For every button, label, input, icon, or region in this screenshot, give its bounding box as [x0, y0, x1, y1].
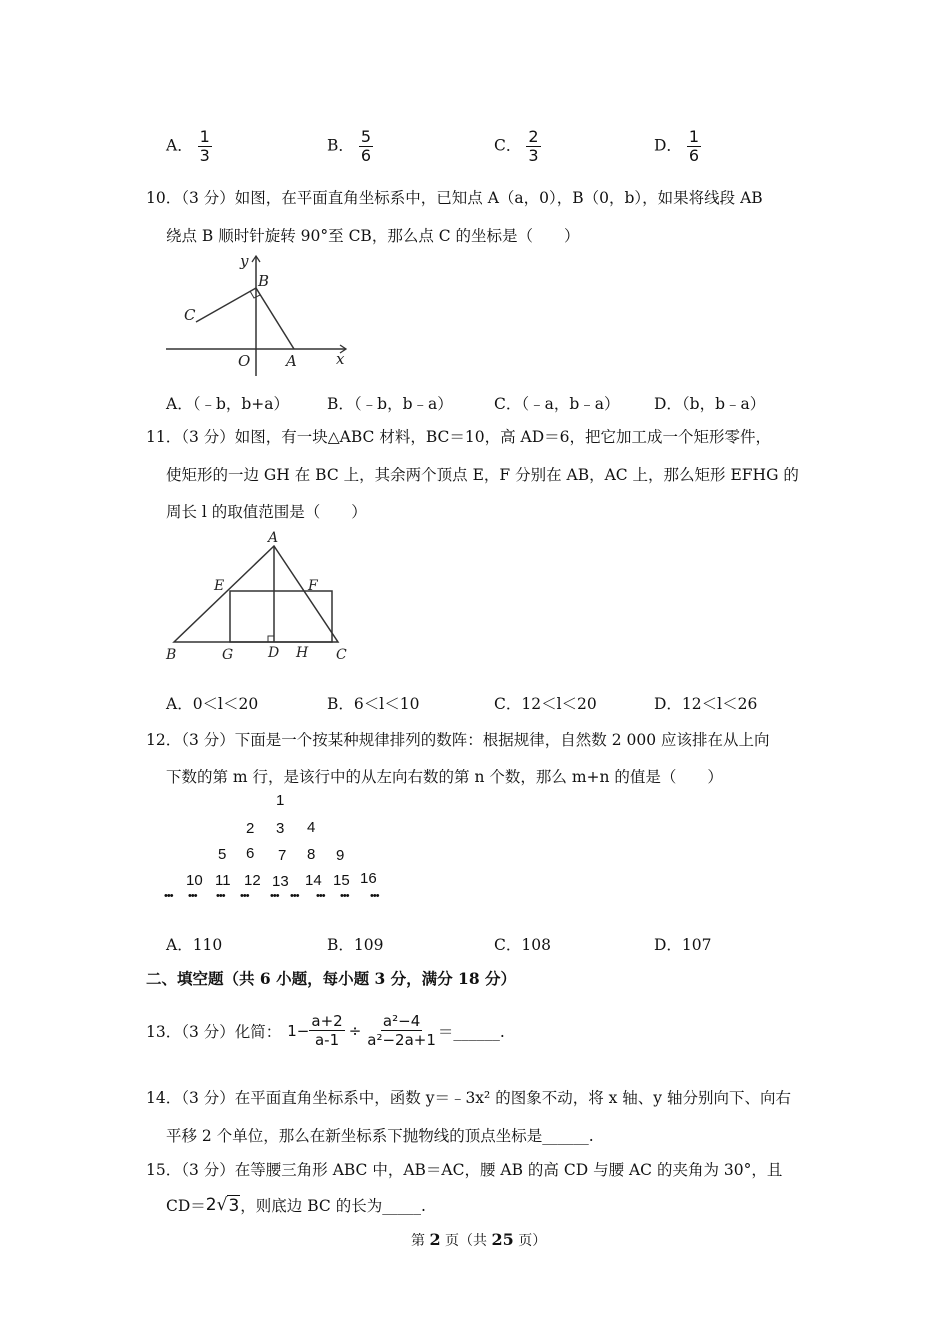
label-g: G — [222, 647, 234, 663]
label-h: H — [296, 645, 309, 661]
array-ellipsis: ••• — [370, 890, 379, 902]
fraction: $\frac{a+2}{a-1}$ — [311, 1012, 343, 1049]
right-angle-mark — [268, 636, 274, 642]
triangle-abc — [174, 546, 338, 642]
q12-option-c: C．108 — [494, 936, 551, 954]
label-o: O — [238, 352, 251, 370]
page-footer: 第 2 页（共 25 页） — [411, 1230, 547, 1249]
array-number: 10 — [186, 872, 203, 889]
array-ellipsis: ••• — [340, 890, 349, 902]
array-ellipsis: ••• — [290, 890, 299, 902]
q13-prefix: 13．（3 分）化简： — [146, 1022, 282, 1041]
fraction: $\frac{\text{a²−4}}{\text{a²−2a+1}}$ — [367, 1012, 436, 1049]
array-ellipsis: ••• — [216, 890, 225, 902]
array-number: 15 — [333, 872, 350, 889]
q15-text-line1: 15．（3 分）在等腰三角形 ABC 中，AB＝AC，腰 AB 的高 CD 与腰 AC 的夹角为 30°，且 — [146, 1161, 783, 1179]
array-number: 3 — [276, 820, 285, 837]
q11-option-c: C．12＜l＜20 — [494, 695, 597, 713]
divide-sign: ÷ — [348, 1021, 362, 1040]
q9-option-c: C． $\frac{2}{3}$ — [494, 127, 539, 165]
q12-text-line2: 下数的第 m 行，是该行中的从左向右数的第 n 个数，那么 m+n 的值是（ ） — [166, 768, 723, 786]
q9-option-a: A． $\frac{1}{3}$ — [166, 127, 210, 165]
label-a: A — [268, 530, 279, 546]
array-number: 6 — [246, 845, 255, 862]
q10-text-line1: 10．（3 分）如图，在平面直角坐标系中，已知点 A（a，0），B（0，b），如果将线段 AB — [146, 189, 763, 207]
label-x: x — [336, 350, 345, 368]
label-c: C — [184, 306, 196, 324]
array-ellipsis: ••• — [270, 890, 279, 902]
q11-text-line2: 使矩形的一边 GH 在 BC 上，其余两个顶点 E，F 分别在 AB，AC 上，那么矩形 EFHG 的 — [166, 466, 799, 484]
segment-ab — [256, 288, 294, 349]
q13-answer-blank: ＝______. — [437, 1022, 505, 1041]
array-number: 9 — [336, 847, 345, 864]
label-b: B — [166, 647, 177, 663]
fraction: $\frac{1}{3}$ — [199, 127, 210, 165]
total-pages: 25 — [491, 1230, 514, 1249]
q12-option-d: D．107 — [654, 936, 712, 954]
array-number: 16 — [360, 870, 377, 887]
array-ellipsis: ••• — [316, 890, 325, 902]
array-number: 7 — [278, 847, 287, 864]
label-b: B — [258, 272, 270, 290]
q10-coordinate-figure — [160, 252, 360, 382]
array-number: 2 — [246, 820, 255, 837]
sqrt-coefficient: 2 — [205, 1195, 217, 1215]
array-number: 8 — [307, 846, 316, 863]
array-ellipsis: ••• — [188, 890, 197, 902]
q14-text-line2: 平移 2 个单位，那么在新坐标系下抛物线的顶点坐标是______. — [166, 1127, 594, 1145]
sqrt-radicand: 3 — [228, 1195, 240, 1216]
q9-option-b: B． $\frac{5}{6}$ — [327, 127, 372, 165]
q9-option-d: D． $\frac{1}{6}$ — [654, 127, 700, 165]
q12-option-b: B．109 — [327, 936, 384, 954]
q10-text-line2: 绕点 B 顺时针旋转 90°至 CB，那么点 C 的坐标是（ ） — [166, 227, 580, 245]
q11-option-d: D．12＜l＜26 — [654, 695, 758, 713]
segment-cb — [196, 288, 256, 322]
sqrt-symbol-icon: √ — [216, 1195, 228, 1215]
label-c: C — [336, 647, 347, 663]
label-e: E — [214, 578, 225, 594]
q15-text-line2: CD＝ 2 √ 3 ，则底边 BC 的长为_____. — [166, 1195, 426, 1216]
q13-one-minus: 1− — [287, 1021, 310, 1040]
array-number: 1 — [276, 792, 285, 809]
array-number: 5 — [218, 846, 227, 863]
rectangle-efhg — [230, 591, 332, 642]
array-ellipsis: ••• — [164, 890, 173, 902]
array-number: 14 — [305, 872, 322, 889]
q10-option-d: D．（b，b﹣a） — [654, 395, 766, 413]
q13 — [146, 1012, 505, 1049]
fraction: $\frac{5}{6}$ — [360, 127, 372, 165]
array-ellipsis: ••• — [240, 890, 249, 902]
array-number: 4 — [307, 819, 316, 836]
array-number: 12 — [244, 872, 261, 889]
q11-text-line3: 周长 l 的取值范围是（ ） — [166, 503, 367, 521]
q11-option-a: A．0＜l＜20 — [166, 695, 259, 713]
q14-text-line1: 14．（3 分）在平面直角坐标系中，函数 y＝﹣3x² 的图象不动，将 x 轴、y 轴分别向下、向右 — [146, 1089, 791, 1107]
q10-option-c: C．（﹣a，b﹣a） — [494, 395, 620, 413]
q11-text-line1: 11．（3 分）如图，有一块△ABC 材料，BC＝10，高 AD＝6，把它加工成一个矩形零件， — [146, 428, 772, 446]
q10-option-b: B．（﹣b，b﹣a） — [327, 395, 453, 413]
q12-option-a: A．110 — [166, 936, 223, 954]
label-d: D — [268, 645, 280, 661]
array-number: 11 — [215, 872, 231, 889]
array-number: 13 — [272, 873, 289, 890]
label-a: A — [286, 352, 297, 370]
fraction: $\frac{2}{3}$ — [528, 127, 539, 165]
label-y: y — [240, 252, 249, 270]
q11-option-b: B．6＜l＜10 — [327, 695, 420, 713]
q12-text-line1: 12．（3 分）下面是一个按某种规律排列的数阵：根据规律，自然数 2 000 应该排在从上向 — [146, 731, 770, 749]
section-heading: 二、填空题（共 6 小题，每小题 3 分，满分 18 分） — [146, 969, 517, 988]
page-number: 2 — [429, 1230, 441, 1249]
fraction: $\frac{1}{6}$ — [688, 127, 700, 165]
q11-triangle-figure — [160, 526, 360, 666]
q12-number-array — [160, 792, 400, 908]
label-f: F — [308, 578, 318, 594]
q10-option-a: A．（﹣b，b+a） — [166, 395, 290, 413]
